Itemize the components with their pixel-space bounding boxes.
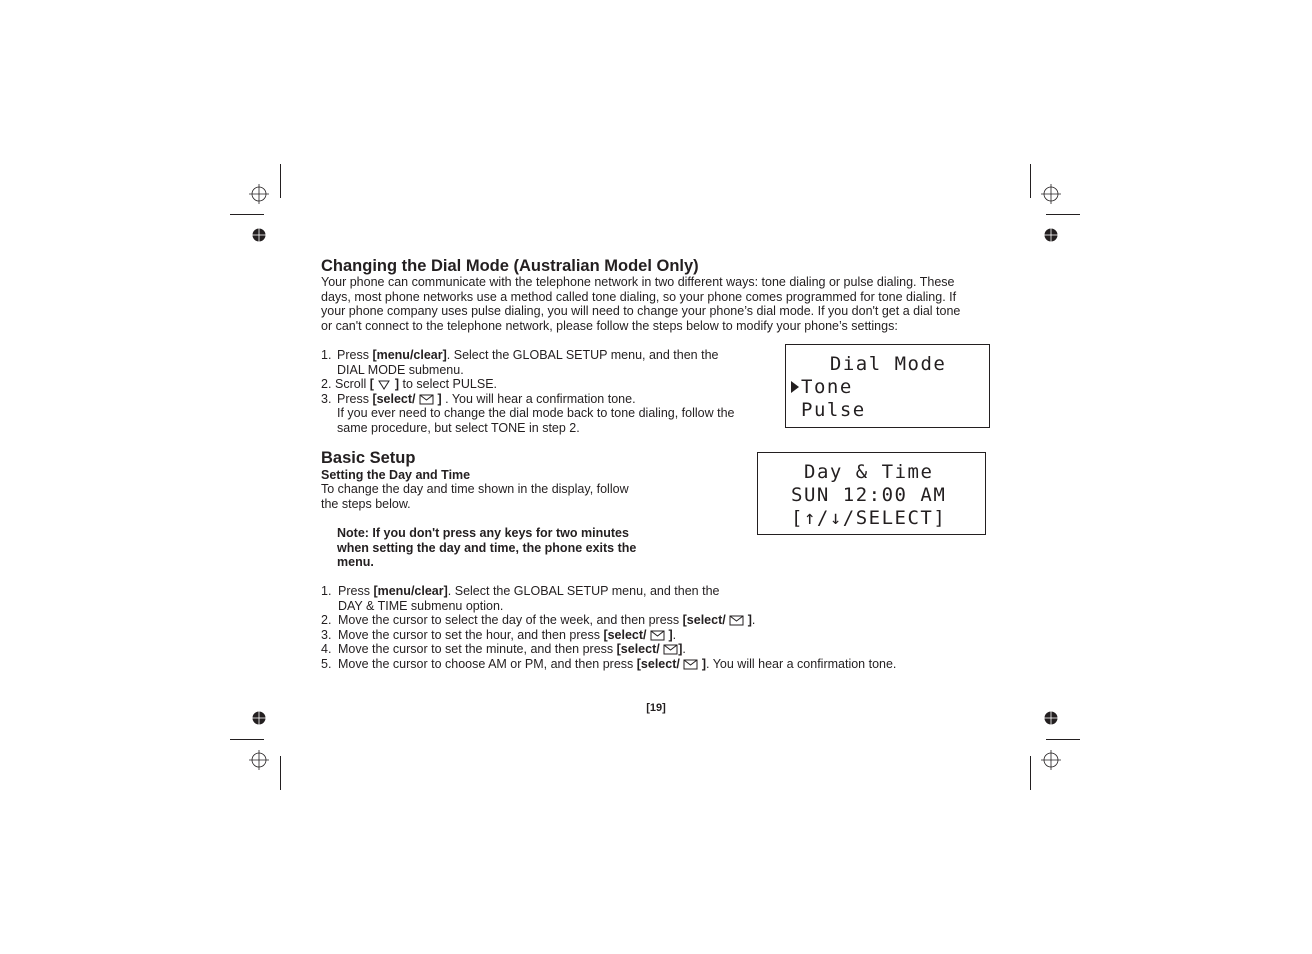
registration-dot-icon — [1044, 228, 1058, 242]
registration-mark-icon — [1041, 184, 1061, 204]
step-number: 2. — [321, 613, 332, 628]
lcd-line: [↑/↓/SELECT] — [791, 507, 947, 529]
step-number: 4. — [321, 642, 332, 657]
envelope-icon — [650, 630, 665, 641]
intro-line: or can't connect to the telephone network, please follow the steps below to modify your phone’s settings: — [321, 318, 898, 333]
cursor-triangle-icon — [791, 381, 799, 393]
step-item: 2. Move the cursor to select the day of the week, and then press [select/ ]. — [321, 613, 756, 628]
key-menu-clear: [menu/clear] — [373, 584, 448, 598]
step-number: 2. — [321, 377, 332, 392]
step-continuation: DIAL MODE submenu. — [337, 362, 464, 377]
crop-line-br-v — [1030, 756, 1031, 790]
lcd-line: Pulse — [801, 399, 866, 421]
day-time-lcd-display — [757, 452, 986, 535]
step-item: 1. Press [menu/clear]. Select the GLOBAL SETUP menu, and then the — [321, 348, 719, 362]
basic-setup-heading: Basic Setup — [321, 449, 416, 467]
step-item: 3. Press [select/ ] . You will hear a confirmation tone. — [321, 391, 636, 406]
crop-line-tl-h — [230, 214, 264, 215]
step-item: 3. Move the cursor to set the hour, and then press [select/ ]. — [321, 627, 677, 642]
step-item: 1. Press [menu/clear]. Select the GLOBAL SETUP menu, and then the — [321, 584, 720, 598]
note-block: Note: If you don't press any keys for two minutes when setting the day and time, the phone exits the menu. — [337, 526, 637, 570]
step-item: 4. Move the cursor to set the minute, and then press [select/ ]. — [321, 642, 686, 657]
envelope-icon — [729, 615, 744, 626]
step-number: 5. — [321, 656, 332, 671]
lcd-line: Tone — [801, 376, 853, 398]
day-time-steps — [321, 584, 896, 672]
key-menu-clear: [menu/clear] — [372, 348, 447, 362]
dial-mode-lcd-display — [785, 344, 990, 428]
envelope-icon — [683, 659, 698, 670]
registration-mark-icon — [249, 750, 269, 770]
registration-mark-icon — [1041, 750, 1061, 770]
step-continuation: If you ever need to change the dial mode back to tone dialing, follow the — [337, 406, 735, 421]
dial-mode-heading: Changing the Dial Mode (Australian Model Only) — [321, 257, 699, 275]
intro-line: days, most phone networks use a method called tone dialing, so your phone comes programmed for tone dialing. If — [321, 289, 957, 304]
step-item: 5. Move the cursor to choose AM or PM, and then press [select/ ]. You will hear a confirmation tone. — [321, 656, 897, 671]
down-triangle-icon — [377, 379, 391, 390]
step-number: 3. — [321, 391, 332, 406]
crop-line-tl-v — [280, 164, 281, 198]
lcd-line: Dial Mode — [804, 353, 947, 375]
crop-line-br-h — [1046, 739, 1080, 740]
step-continuation: same procedure, but select TONE in step 2. — [337, 420, 580, 435]
dial-mode-intro — [321, 275, 960, 333]
crop-line-tr-h — [1046, 214, 1080, 215]
dial-mode-steps — [321, 348, 735, 436]
envelope-icon — [663, 644, 678, 655]
page-number: [19] — [646, 702, 666, 714]
intro-line: your phone company uses pulse dialing, you will need to change your phone’s dial mode. If you don't get a dial tone — [321, 304, 961, 319]
step-number: 1. — [321, 348, 332, 362]
day-time-intro: To change the day and time shown in the display, follow the steps below. — [321, 482, 629, 511]
day-time-subheading: Setting the Day and Time — [321, 468, 471, 482]
envelope-icon — [419, 394, 434, 405]
step-continuation: DAY & TIME submenu option. — [338, 598, 504, 613]
crop-line-bl-v — [280, 756, 281, 790]
intro-line: Your phone can communicate with the telephone network in two different ways: tone dialing or pulse dialing. These — [321, 275, 955, 289]
crop-line-tr-v — [1030, 164, 1031, 198]
crop-line-bl-h — [230, 739, 264, 740]
step-number: 1. — [321, 584, 332, 598]
registration-dot-icon — [252, 228, 266, 242]
lcd-line: Day & Time — [804, 461, 934, 483]
step-item: 2. Scroll [ ] to select PULSE. — [321, 377, 498, 392]
lcd-line: SUN 12:00 AM — [791, 484, 947, 506]
registration-mark-icon — [249, 184, 269, 204]
step-number: 3. — [321, 627, 332, 642]
